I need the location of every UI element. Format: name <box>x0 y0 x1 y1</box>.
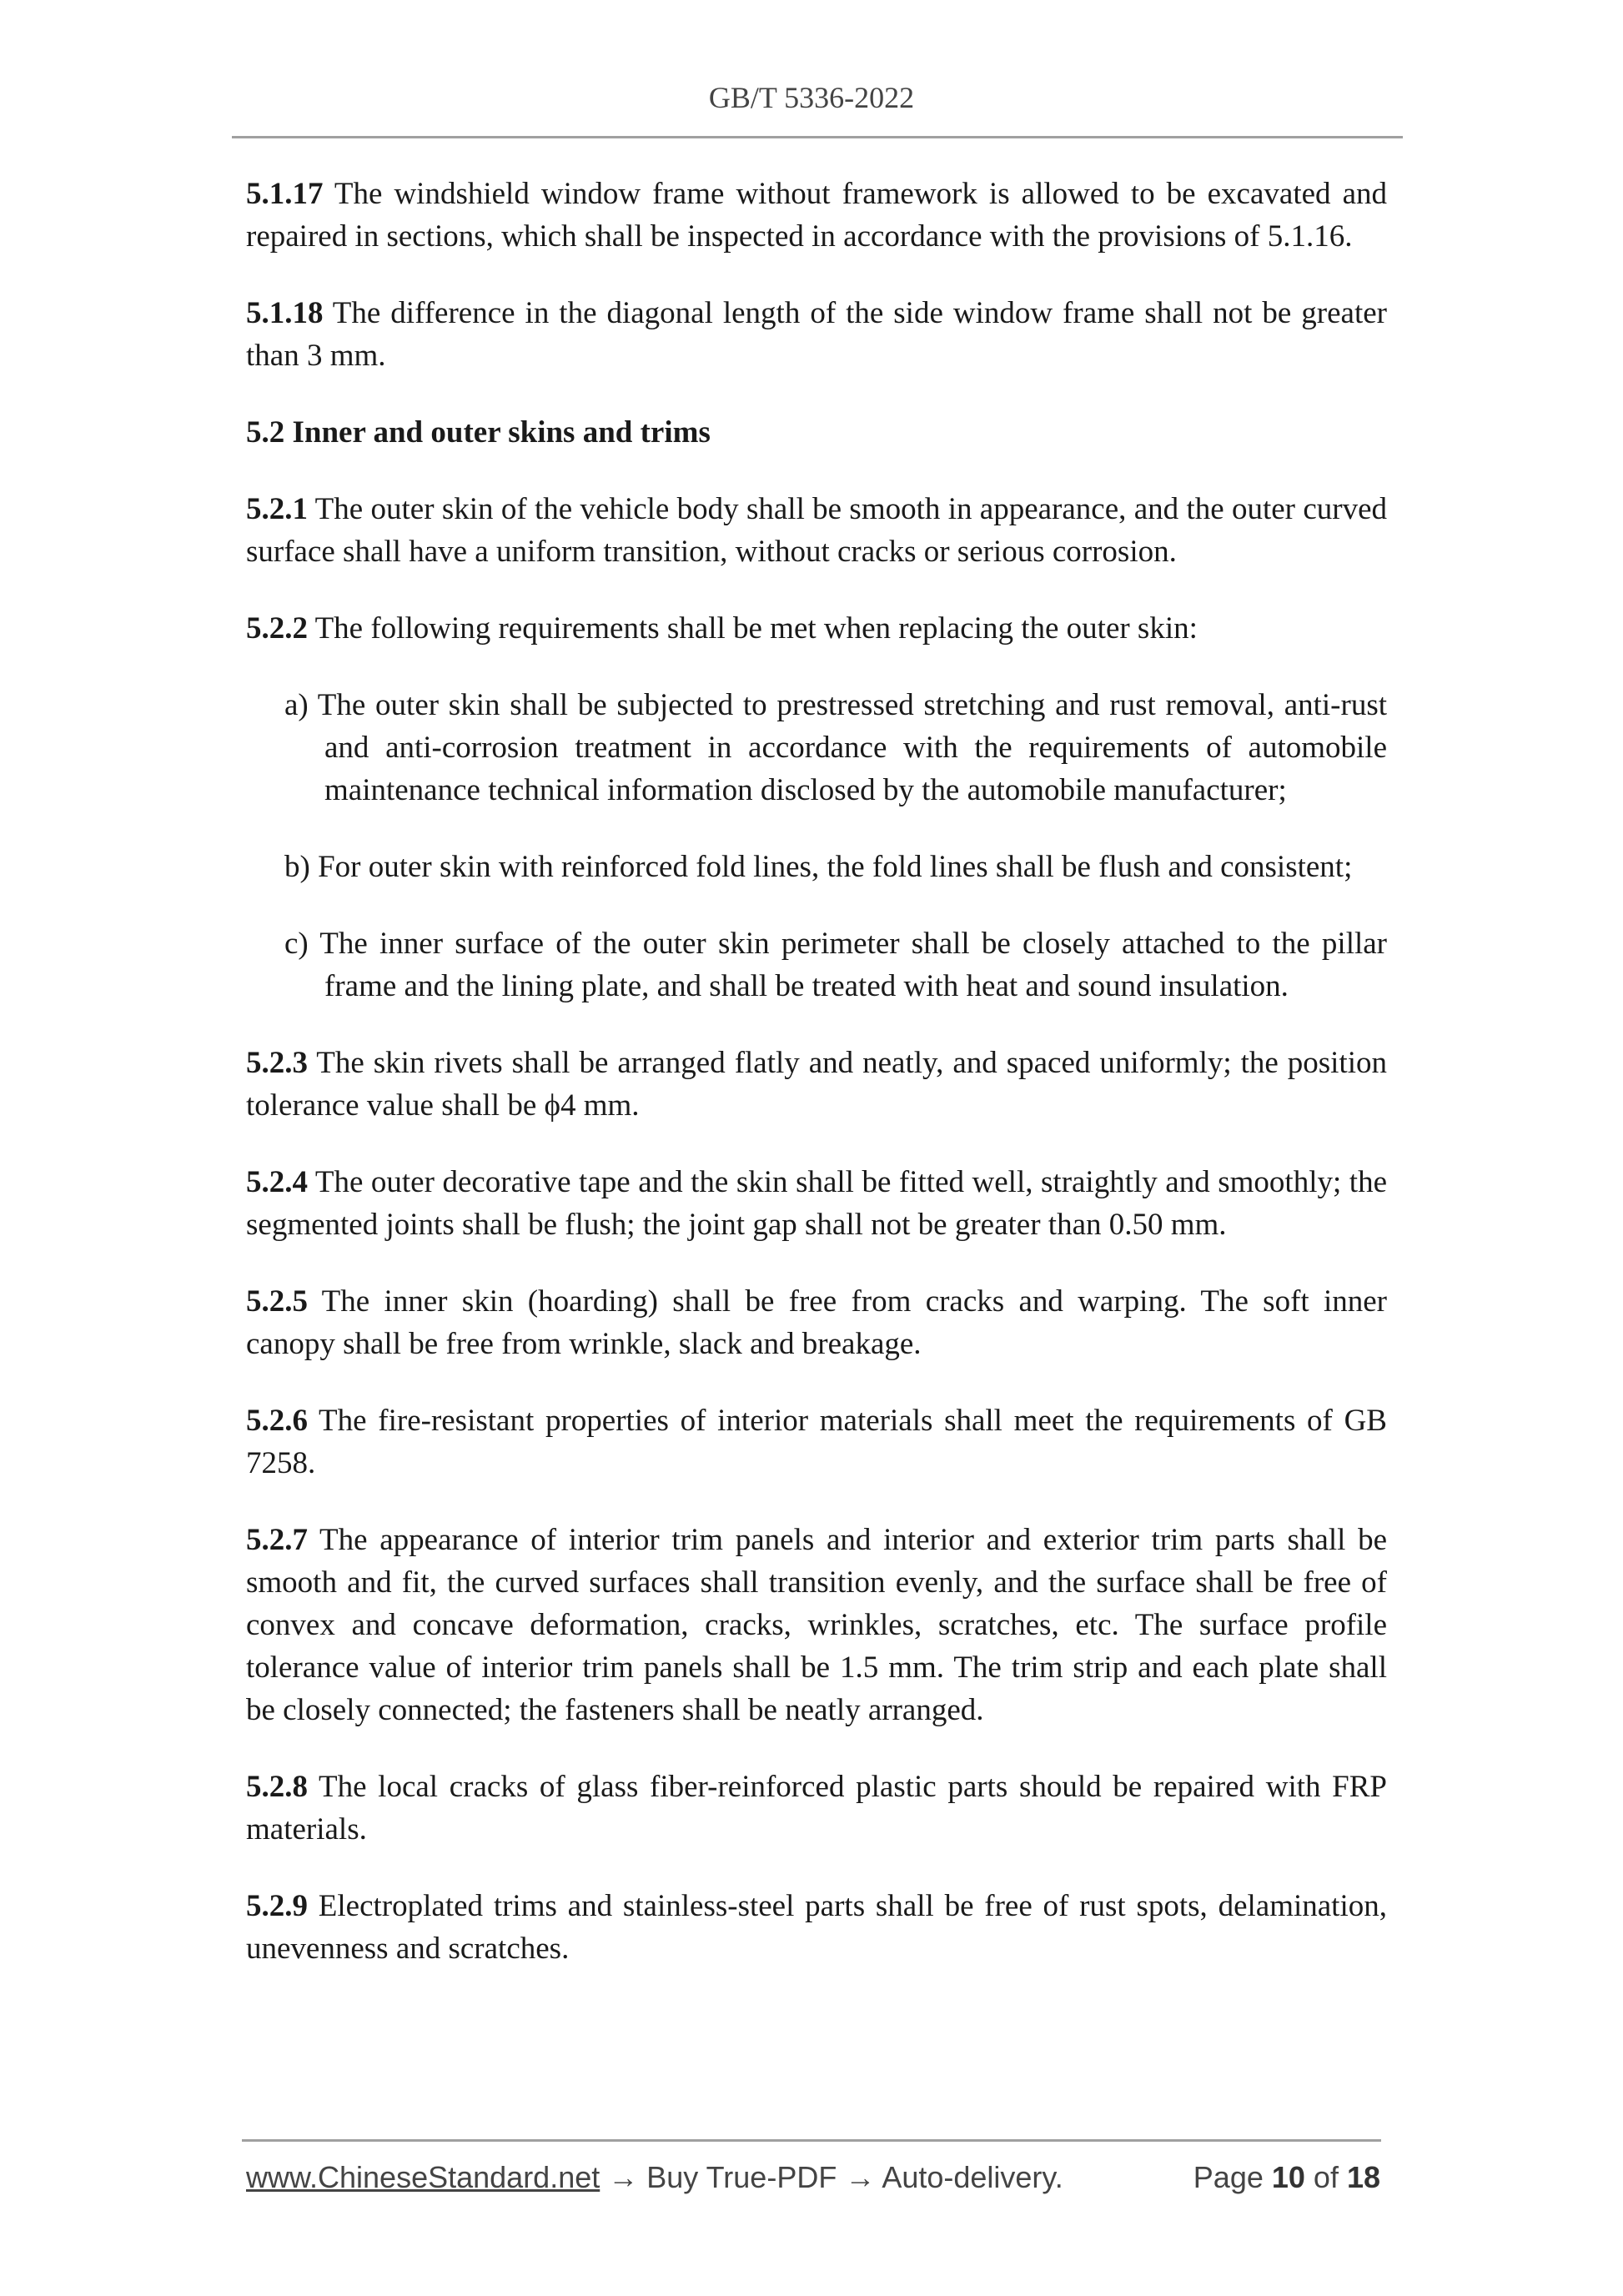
page-indicator <box>1193 2160 1380 2195</box>
clause-number: 5.2.3 <box>246 1046 308 1080</box>
clause-5-2-6 <box>246 1399 1387 1485</box>
clause-number: 5.2.4 <box>246 1165 308 1199</box>
header-divider <box>232 136 1403 138</box>
footer <box>246 2160 1380 2195</box>
page-of-label: of <box>1304 2160 1347 2194</box>
clause-5-2-3 <box>246 1042 1387 1127</box>
clause-text: The windshield window frame without framework is allowed to be excavated and repaired in sections, which shall be inspected in accordance with the provisions of 5.1.16. <box>246 177 1387 254</box>
clause-5-1-18 <box>246 292 1387 377</box>
total-pages: 18 <box>1346 2160 1380 2194</box>
clause-text: The local cracks of glass fiber-reinforced plastic parts should be repaired with FRP materials. <box>246 1770 1387 1846</box>
clause-5-2-4 <box>246 1161 1387 1246</box>
clause-text: The inner skin (hoarding) shall be free from cracks and warping. The soft inner canopy shall be free from wrinkle, slack and breakage. <box>246 1284 1387 1361</box>
clause-5-2-5 <box>246 1280 1387 1365</box>
clause-number: 5.1.18 <box>246 296 324 330</box>
clause-number: 5.2.1 <box>246 492 308 526</box>
clause-number: 5.2.9 <box>246 1889 308 1923</box>
footer-tagline: → Buy True-PDF → Auto-delivery. <box>600 2160 1063 2194</box>
clause-5-2-7 <box>246 1519 1387 1731</box>
clause-number: 5.2.2 <box>246 611 308 646</box>
clause-number: 5.2.8 <box>246 1770 308 1804</box>
document-id-header: GB/T 5336-2022 <box>708 81 915 114</box>
clause-number: 5.1.17 <box>246 177 324 211</box>
clause-text: Electroplated trims and stainless-steel parts shall be free of rust spots, delamination, unevenness and scratches. <box>246 1889 1387 1966</box>
current-page: 10 <box>1271 2160 1305 2194</box>
list-item-b: b) For outer skin with reinforced fold lines, the fold lines shall be flush and consistent; <box>284 850 1353 884</box>
clause-5-1-17 <box>246 173 1387 258</box>
clause-text: The skin rivets shall be arranged flatly and neatly, and spaced uniformly; the position tolerance value shall be ϕ4 mm. <box>246 1046 1387 1123</box>
clause-5-2-2 <box>246 607 1387 650</box>
page-label: Page <box>1193 2160 1272 2194</box>
clause-text: The fire-resistant properties of interior materials shall meet the requirements of GB 7258. <box>246 1404 1387 1480</box>
clause-5-2-9 <box>246 1885 1387 1970</box>
list-item-c: c) The inner surface of the outer skin perimeter shall be closely attached to the pillar frame and the lining plate, and shall be treated with heat and sound insulation. <box>284 927 1387 1003</box>
clause-number: 5.2.6 <box>246 1404 308 1438</box>
clause-number: 5.2.5 <box>246 1284 308 1319</box>
document-body <box>246 173 1387 2004</box>
clause-5-2-8 <box>246 1766 1387 1851</box>
clause-text: The outer skin of the vehicle body shall be smooth in appearance, and the outer curved surface shall have a uniform transition, without cracks or serious corrosion. <box>246 492 1387 569</box>
website-link[interactable]: www.ChineseStandard.net <box>246 2160 600 2194</box>
clause-text: The outer decorative tape and the skin shall be fitted well, straightly and smoothly; the segmented joints shall be flush; the joint gap shall not be greater than 0.50 mm. <box>246 1165 1387 1242</box>
footer-divider <box>242 2139 1381 2142</box>
clause-number: 5.2.7 <box>246 1523 308 1557</box>
clause-text: The difference in the diagonal length of the side window frame shall not be greater than 3 mm. <box>246 296 1387 373</box>
section-heading-5-2: 5.2 Inner and outer skins and trims <box>246 415 711 450</box>
clause-text: The appearance of interior trim panels and interior and exterior trim parts shall be smooth and fit, the curved surfaces shall transition evenly, and the surface shall be free of convex and concave deformation, cracks, wrinkles, scratches, etc. The surface profile tolerance value of interior trim panels shall be 1.5 mm. The trim strip and each plate shall be closely connected; the fasteners shall be neatly arranged. <box>246 1523 1387 1727</box>
clause-text: The following requirements shall be met when replacing the outer skin: <box>308 611 1198 646</box>
list-item-a: a) The outer skin shall be subjected to prestressed stretching and rust removal, anti-rust and anti-corrosion treatment in accordance with the requirements of automobile maintenance technical information disclosed by the automobile manufacturer; <box>284 688 1387 807</box>
clause-5-2-1 <box>246 488 1387 573</box>
